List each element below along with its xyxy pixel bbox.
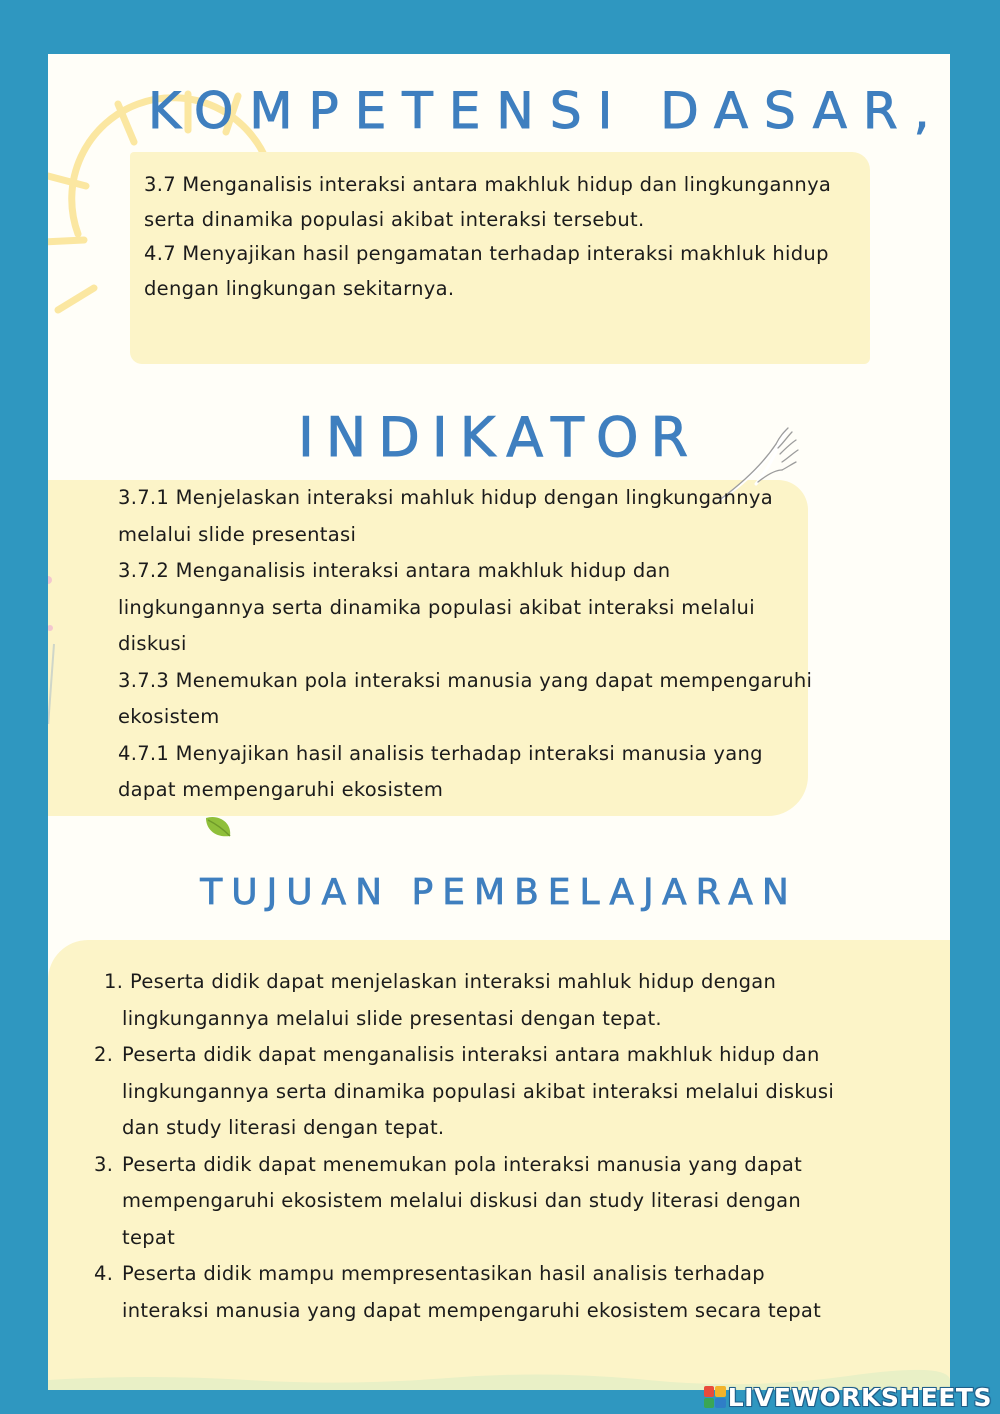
kompetensi-line: serta dinamika populasi akibat interaksi tersebut. (144, 207, 645, 231)
indikator-line: 4.7.1 Menyajikan hasil analisis terhadap interaksi manusia yang (118, 741, 763, 765)
tujuan-item-line: interaksi manusia yang dapat mempengaruhi ekosistem secara tepat (122, 1298, 822, 1322)
tujuan-item-line: Peserta didik dapat menemukan pola interaksi manusia yang dapat (122, 1152, 803, 1176)
liveworksheets-logo-icon (704, 1386, 726, 1408)
tujuan-item-line: mempengaruhi ekosistem melalui diskusi dan study literasi dengan (122, 1189, 802, 1212)
tujuan-item-line: lingkungannya melalui slide presentasi dengan tepat. (122, 1006, 662, 1030)
tujuan-pembelajaran-title: TUJUAN PEMBELAJARAN (200, 872, 798, 913)
tujuan-item-number: 3. (94, 1152, 114, 1176)
tujuan-item-line: Peserta didik dapat menjelaskan interaksi mahluk hidup dengan (130, 970, 777, 993)
tujuan-item-line: dan study literasi dengan tepat. (122, 1116, 445, 1139)
tujuan-item-line: Peserta didik dapat menganalisis interaksi antara makhluk hidup dan (122, 1043, 820, 1066)
indikator-line: 3.7.1 Menjelaskan interaksi mahluk hidup dengan lingkungannya (118, 486, 773, 509)
indikator-line: dapat mempengaruhi ekosistem (118, 778, 444, 801)
indikator-line: melalui slide presentasi (118, 522, 357, 546)
flower-decoration-icon (48, 524, 64, 724)
kompetensi-dasar-title: KOMPETENSI DASAR, (148, 82, 946, 140)
liveworksheets-watermark (704, 1382, 992, 1412)
tujuan-item-line: tepat (122, 1225, 176, 1249)
tujuan-item (94, 1147, 934, 1257)
indikator-title: INDIKATOR (297, 406, 701, 469)
indikator-line: 3.7.2 Menganalisis interaksi antara makhluk hidup dan (118, 559, 671, 582)
indikator-line: diskusi (118, 632, 187, 655)
tujuan-item (94, 1256, 934, 1329)
indikator-line: 3.7.3 Menemukan pola interaksi manusia yang dapat mempengaruhi (118, 668, 813, 692)
tujuan-item (104, 964, 934, 1037)
tujuan-item-number: 1. (104, 970, 124, 993)
tujuan-item-number: 4. (94, 1262, 114, 1285)
kompetensi-line: 3.7 Menganalisis interaksi antara makhluk hidup dan lingkungannya (144, 173, 832, 196)
kompetensi-line: 4.7 Menyajikan hasil pengamatan terhadap interaksi makhluk hidup (144, 242, 829, 265)
indikator-line: lingkungannya serta dinamika populasi akibat interaksi melalui (118, 595, 755, 619)
tujuan-pembelajaran-list (94, 964, 934, 1329)
leaf-icon (204, 814, 234, 840)
kompetensi-dasar-text (144, 168, 874, 306)
indikator-text (118, 480, 838, 809)
tujuan-item (94, 1037, 934, 1147)
worksheet-page (48, 54, 950, 1390)
tujuan-item-line: Peserta didik mampu mempresentasikan hasil analisis terhadap (122, 1262, 765, 1285)
kompetensi-line: dengan lingkungan sekitarnya. (144, 276, 455, 300)
tujuan-item-line: lingkungannya serta dinamika populasi akibat interaksi melalui diskusi (122, 1079, 835, 1103)
tujuan-item-number: 2. (94, 1043, 114, 1066)
watermark-text: LIVEWORKSHEETS (727, 1382, 992, 1412)
indikator-line: ekosistem (118, 705, 220, 728)
